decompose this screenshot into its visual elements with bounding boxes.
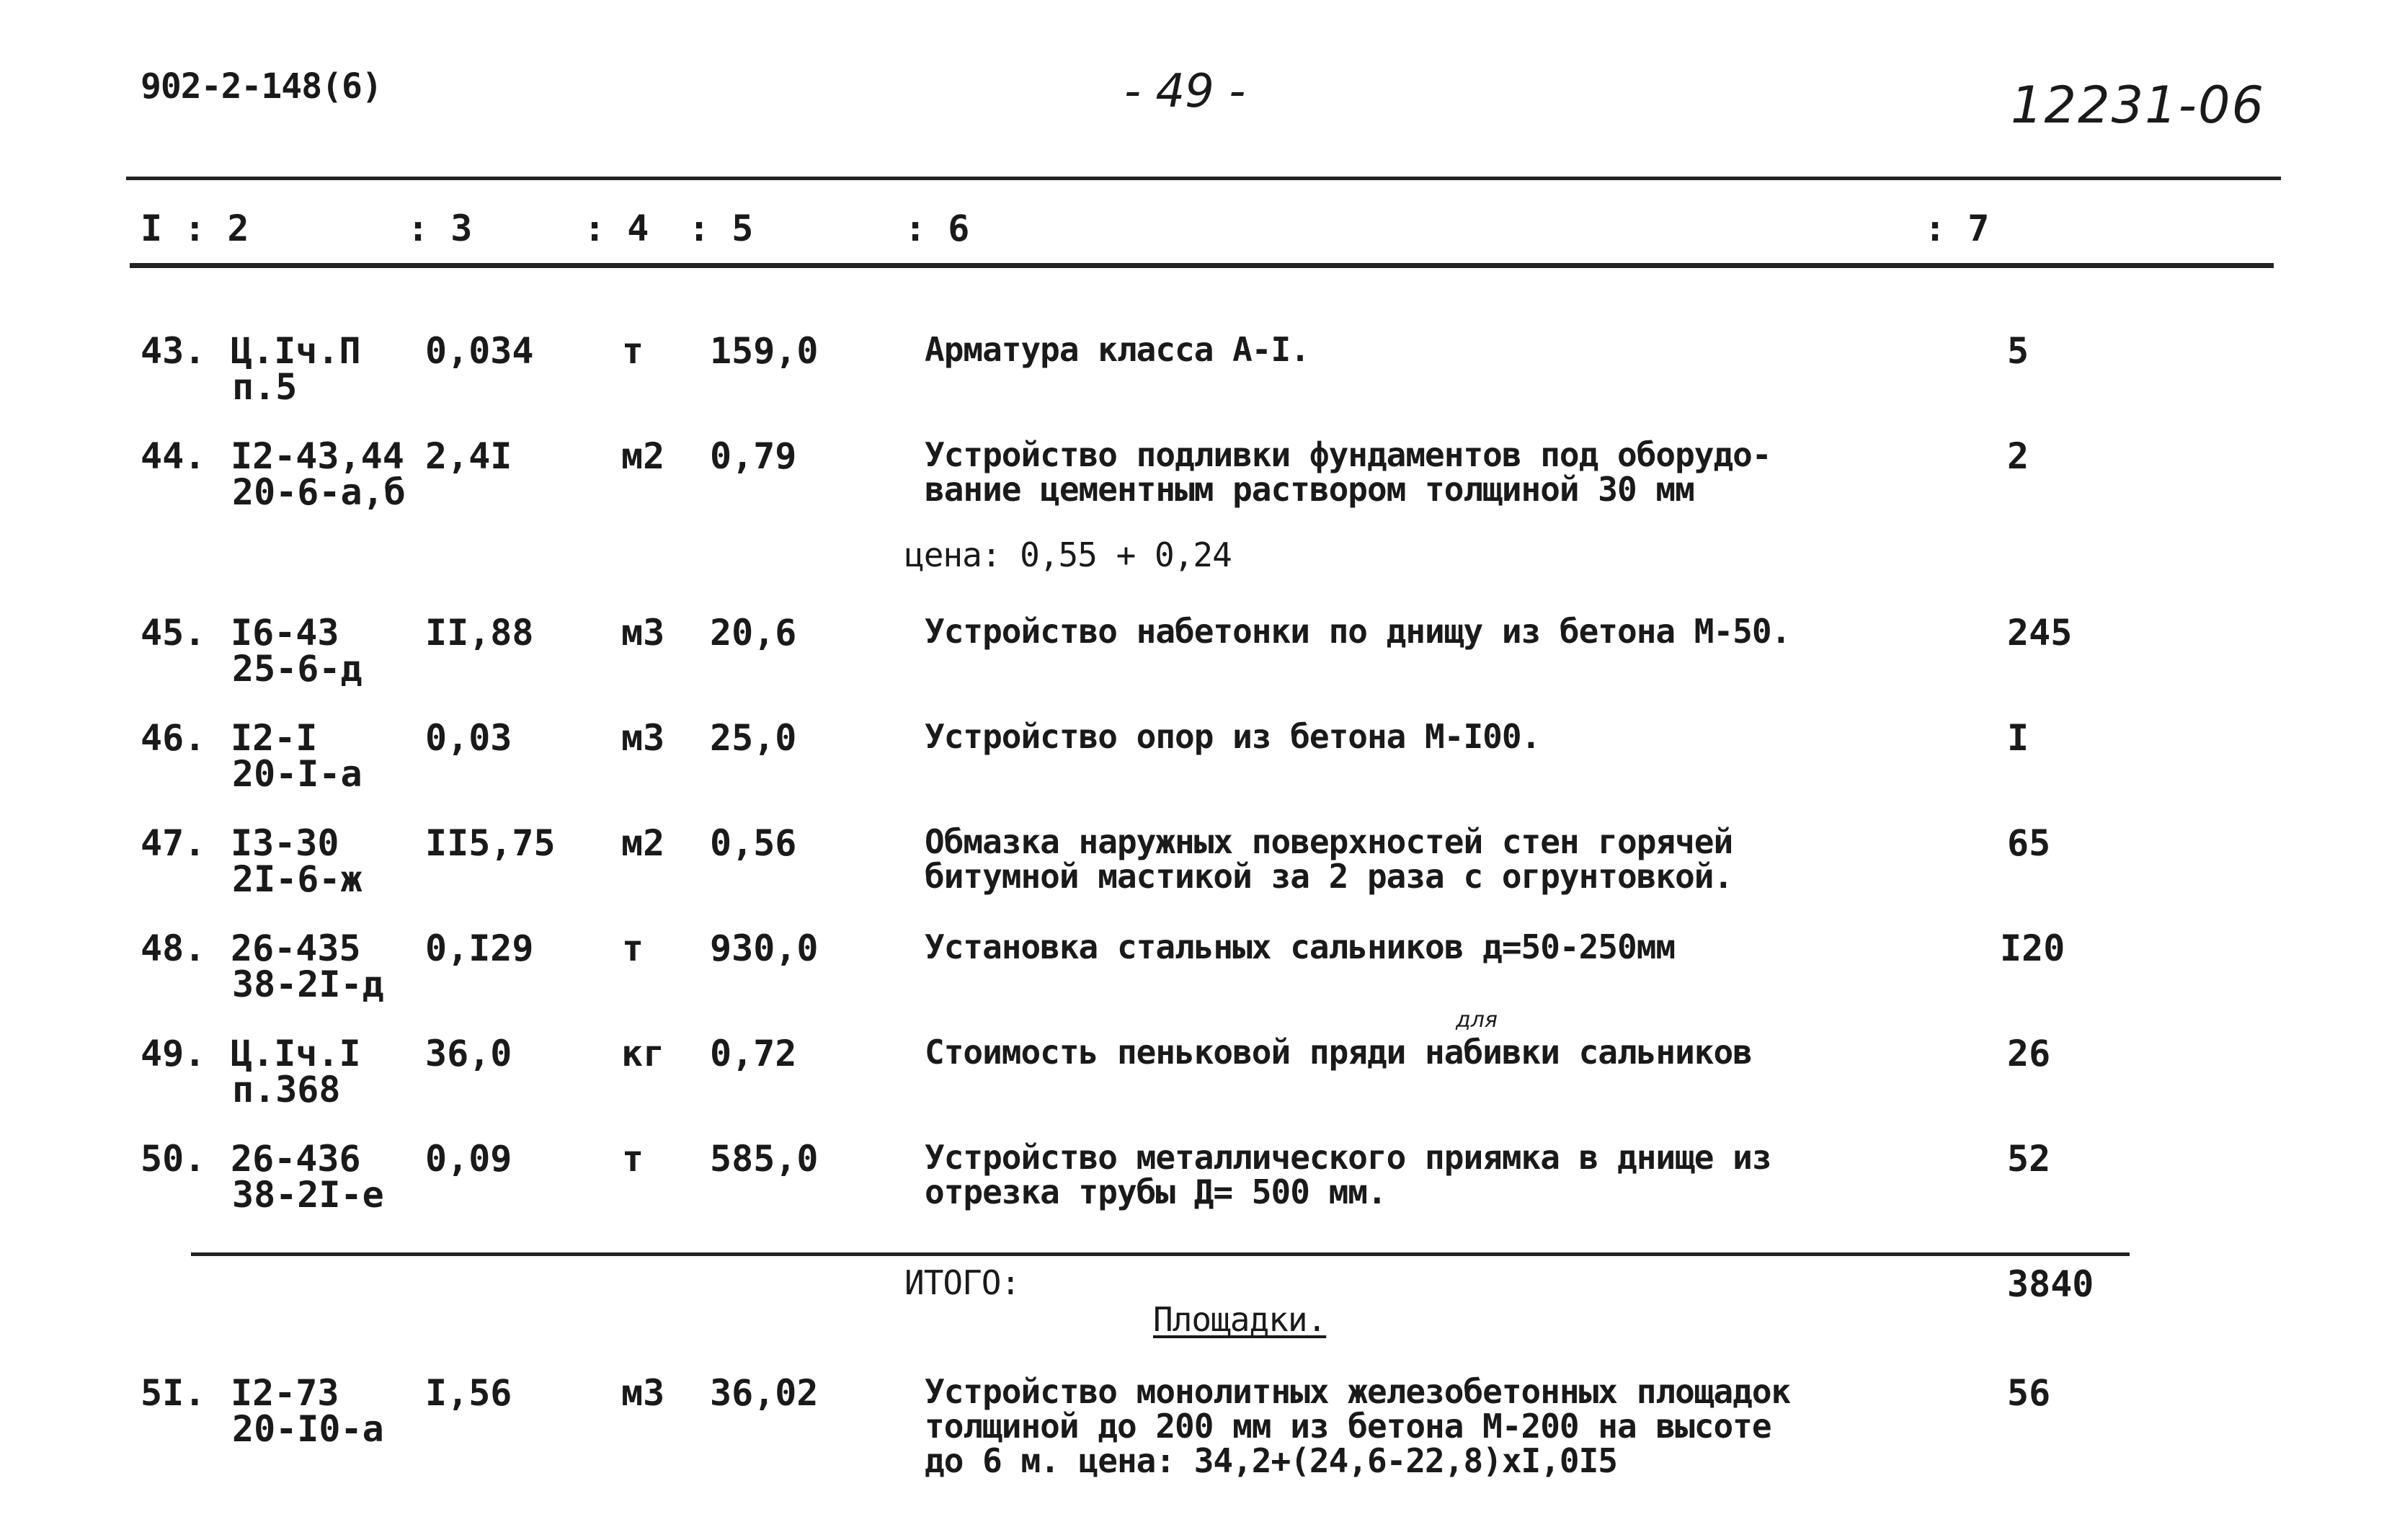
row-number: 47. — [141, 822, 206, 864]
row-quantity: 0,03 — [425, 717, 512, 759]
top-rule — [126, 177, 2281, 180]
row-description: Устройство монолитных железобетонных площадок — [925, 1372, 1791, 1411]
row-total: 26 — [2007, 1033, 2051, 1074]
row-total: I — [2007, 717, 2029, 759]
subtotal-label: ИТОГО: — [904, 1263, 1020, 1302]
row-description: Устройство подливки фундаментов под оборудо- — [925, 435, 1771, 474]
row-number: 49. — [141, 1033, 206, 1074]
row-price: 36,02 — [710, 1372, 819, 1414]
row-code-sub: 20-6-а,б — [232, 471, 406, 513]
row-unit: кг — [621, 1033, 665, 1074]
row-code: I6-43 — [231, 612, 339, 654]
row-quantity: I,56 — [425, 1372, 512, 1414]
row-quantity: 0,09 — [425, 1138, 512, 1180]
row-code-sub: 20-I0-а — [232, 1408, 384, 1450]
row-description-cont-2: до 6 м. цена: 34,2+(24,6-22,8)хI,0I5 — [925, 1441, 1617, 1480]
row-description: Установка стальных сальников д=50-250мм — [925, 927, 1676, 966]
row-description: Устройство набетонки по днищу из бетона М-50. — [925, 612, 1791, 651]
row-unit: м2 — [621, 435, 665, 477]
row-code: 26-436 — [231, 1138, 361, 1180]
row-quantity: 36,0 — [425, 1033, 512, 1074]
row-number: 43. — [141, 330, 206, 372]
row-description: Устройство опор из бетона М-I00. — [925, 717, 1541, 756]
subtotal-rule — [191, 1252, 2130, 1256]
row-quantity: 0,034 — [425, 330, 534, 372]
price-note: цена: 0,55 + 0,24 — [904, 535, 1232, 574]
column-header-4: : 4 — [584, 208, 649, 249]
row-number: 44. — [141, 435, 206, 477]
row-price: 585,0 — [710, 1138, 819, 1180]
row-code-sub: 2I-6-ж — [232, 858, 363, 900]
column-header-5: : 5 — [688, 208, 754, 249]
row-code-sub: п.5 — [232, 366, 298, 408]
section-title: Площадки. — [1153, 1300, 1327, 1339]
row-number: 5I. — [141, 1372, 206, 1414]
row-code: 26-435 — [231, 927, 361, 969]
row-code-sub: 38-2I-е — [232, 1174, 384, 1216]
row-quantity: II,88 — [425, 612, 534, 654]
row-code-sub: 20-I-а — [232, 753, 363, 795]
row-code: I3-30 — [231, 822, 339, 864]
row-price: 159,0 — [710, 330, 819, 372]
row-code-sub: 25-6-д — [232, 648, 363, 690]
row-number: 48. — [141, 927, 206, 969]
row-quantity: 2,4I — [425, 435, 512, 477]
row-price: 25,0 — [710, 717, 797, 759]
row-total: 245 — [2007, 612, 2073, 654]
row-code: I2-73 — [231, 1372, 339, 1414]
subtotal-value: 3840 — [2007, 1263, 2094, 1305]
row-description: Арматура класса А-I. — [925, 330, 1309, 369]
row-description-cont: отрезка трубы Д= 500 мм. — [925, 1172, 1387, 1211]
column-header-1-2: I : 2 — [141, 208, 249, 249]
column-header-3: : 3 — [407, 208, 473, 249]
row-number: 45. — [141, 612, 206, 654]
header-rule — [130, 263, 2274, 268]
row-code: Ц.Iч.П — [231, 330, 361, 372]
row-unit: м3 — [621, 612, 665, 654]
row-price: 0,79 — [710, 435, 797, 477]
row-unit: м2 — [621, 822, 665, 864]
row-total: I20 — [2000, 927, 2065, 969]
row-code: I2-I — [231, 717, 318, 759]
row-code-sub: 38-2I-д — [232, 963, 384, 1005]
row-description: Обмазка наружных поверхностей стен горячей — [925, 822, 1733, 861]
row-description-cont: вание цементным раствором толщиной 30 мм — [925, 470, 1694, 509]
row-total: 5 — [2007, 330, 2029, 372]
row-total: 56 — [2007, 1372, 2051, 1414]
row-description-cont: толщиной до 200 мм из бетона М-200 на высоте — [925, 1407, 1771, 1446]
column-header-7: : 7 — [1924, 208, 1990, 249]
row-quantity: 0,I29 — [425, 927, 534, 969]
row-unit: м3 — [621, 717, 665, 759]
handwritten-insert: для — [1456, 1007, 1498, 1033]
inventory-number: 12231-06 — [2011, 76, 2266, 135]
row-description: Устройство металлического приямка в днище из — [925, 1138, 1771, 1177]
row-total: 65 — [2007, 822, 2051, 864]
column-header-6: : 6 — [904, 208, 970, 249]
row-number: 50. — [141, 1138, 206, 1180]
row-number: 46. — [141, 717, 206, 759]
row-price: 930,0 — [710, 927, 819, 969]
row-quantity: II5,75 — [425, 822, 556, 864]
row-description: Стоимость пеньковой пряди набивки сальников — [925, 1033, 1752, 1072]
row-unit: м3 — [621, 1372, 665, 1414]
row-price: 0,72 — [710, 1033, 797, 1074]
row-price: 20,6 — [710, 612, 797, 654]
row-code-sub: п.368 — [232, 1069, 341, 1111]
row-unit: т — [622, 330, 644, 372]
row-description-cont: битумной мастикой за 2 раза с огрунтовкой. — [925, 857, 1733, 896]
row-total: 52 — [2007, 1138, 2051, 1180]
row-code: Ц.Iч.I — [231, 1033, 361, 1074]
row-price: 0,56 — [710, 822, 797, 864]
document-code: 902-2-148(6) — [141, 66, 382, 107]
row-code: I2-43,44 — [231, 435, 404, 477]
row-unit: т — [622, 927, 644, 969]
row-total: 2 — [2007, 435, 2029, 477]
row-unit: т — [622, 1138, 644, 1180]
page-number: - 49 - — [1124, 65, 1246, 118]
